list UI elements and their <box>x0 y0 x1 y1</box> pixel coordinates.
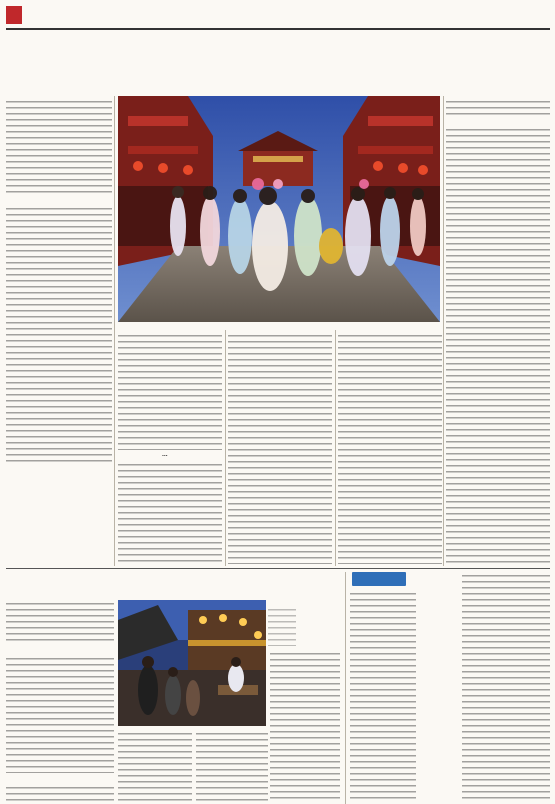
bottom-right-vertical-title-main <box>422 570 444 800</box>
bottom-right-text-col-1 <box>350 590 416 802</box>
top-story-text-col-1b <box>6 205 112 465</box>
travel-china-badge <box>352 572 406 586</box>
column-divider <box>335 330 336 566</box>
top-story-text-col-2 <box>118 332 222 450</box>
bottom-left-text-col-3 <box>196 730 268 802</box>
top-story-photo <box>118 96 440 322</box>
header-rule <box>6 28 550 30</box>
top-story-subhead-3: ... <box>162 452 168 458</box>
top-story-text-col-right-b <box>446 126 550 566</box>
bottom-left-photo-caption <box>268 606 296 646</box>
bottom-left-text-col-1 <box>6 600 114 644</box>
top-story-text-col-right <box>446 98 550 116</box>
bottom-left-text-col-4 <box>270 650 340 802</box>
column-divider <box>114 96 115 566</box>
page-number-badge <box>6 6 22 24</box>
top-story-text-col-4 <box>338 332 442 564</box>
top-story-text-col-1 <box>6 98 112 196</box>
page-header <box>0 0 555 30</box>
section-divider-rule <box>6 568 550 569</box>
bottom-left-text-col-2 <box>118 730 192 802</box>
bottom-left-photo <box>118 600 266 726</box>
bottom-left-text-col-1c <box>6 784 114 802</box>
bottom-left-text-col-1b <box>6 655 114 773</box>
column-divider <box>443 96 444 566</box>
column-divider <box>345 572 346 804</box>
bottom-right-text-col-2 <box>462 572 550 802</box>
column-divider <box>225 330 226 566</box>
bottom-right-vertical-title-sub <box>446 572 458 802</box>
top-story-text-col-3 <box>228 332 332 564</box>
top-story-text-col-2b <box>118 461 222 564</box>
